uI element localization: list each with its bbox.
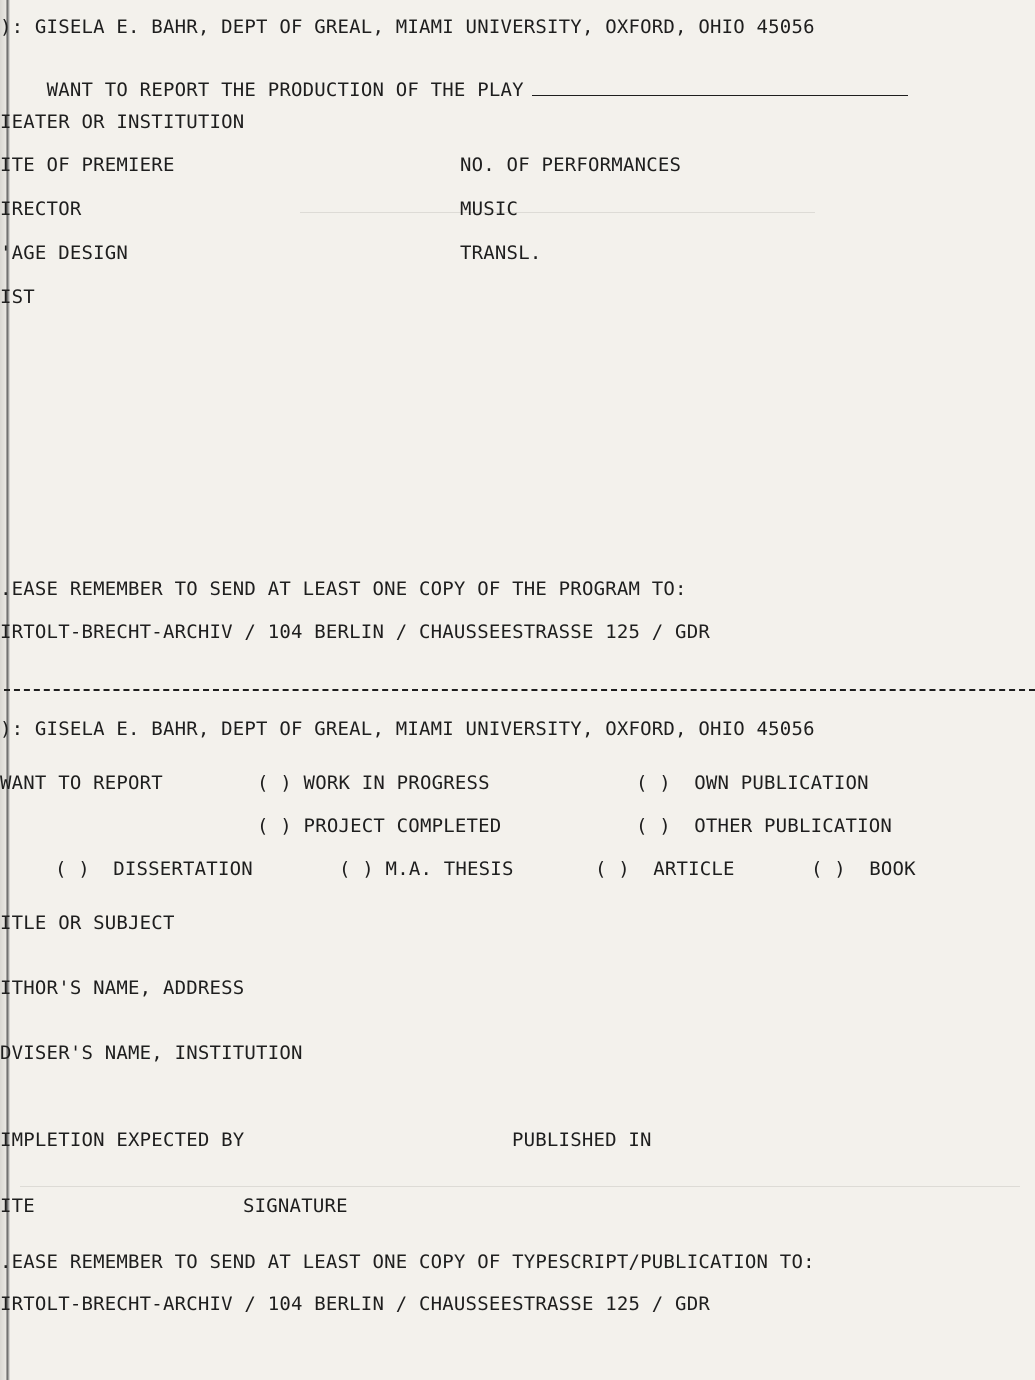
report-play-label: WANT TO REPORT THE PRODUCTION OF THE PLAY: [46, 79, 524, 101]
cut-line: [4, 689, 1035, 691]
director-label: IRECTOR: [0, 198, 82, 220]
theater-label: IEATER OR INSTITUTION: [0, 111, 245, 133]
checkbox-other-publication[interactable]: ( ) OTHER PUBLICATION: [636, 815, 893, 837]
archive-address: IRTOLT-BRECHT-ARCHIV / 104 BERLIN / CHAUSSEESTRASSE 125 / GDR: [0, 621, 710, 643]
adviser-label: DVISER'S NAME, INSTITUTION: [0, 1042, 303, 1064]
want-report-label: WANT TO REPORT: [0, 772, 163, 794]
stage-design-label: 'AGE DESIGN: [0, 242, 129, 264]
bleed-through-rule: [20, 1186, 1020, 1187]
date-label: ITE: [0, 1195, 35, 1217]
checkbox-ma-thesis[interactable]: ( ) M.A. THESIS: [339, 858, 514, 880]
cast-label: IST: [0, 286, 35, 308]
title-subject-label: ITLE OR SUBJECT: [0, 912, 175, 934]
checkbox-book[interactable]: ( ) BOOK: [811, 858, 916, 880]
checkbox-work-in-progress[interactable]: ( ) WORK IN PROGRESS: [257, 772, 490, 794]
typescript-reminder: .EASE REMEMBER TO SEND AT LEAST ONE COPY OF TYPESCRIPT/PUBLICATION TO:: [0, 1251, 815, 1273]
published-in-label: PUBLISHED IN: [512, 1129, 652, 1151]
checkbox-dissertation[interactable]: ( ) DISSERTATION: [55, 858, 253, 880]
music-label: MUSIC: [460, 198, 519, 220]
program-reminder: .EASE REMEMBER TO SEND AT LEAST ONE COPY OF THE PROGRAM TO:: [0, 578, 687, 600]
recipient-line: ): GISELA E. BAHR, DEPT OF GREAL, MIAMI UNIVERSITY, OXFORD, OHIO 45056: [0, 16, 815, 38]
signature-label: SIGNATURE: [243, 1195, 348, 1217]
performances-label: NO. OF PERFORMANCES: [460, 154, 682, 176]
recipient-line: ): GISELA E. BAHR, DEPT OF GREAL, MIAMI UNIVERSITY, OXFORD, OHIO 45056: [0, 718, 815, 740]
author-label: ITHOR'S NAME, ADDRESS: [0, 977, 245, 999]
premiere-label: ITE OF PREMIERE: [0, 154, 175, 176]
bleed-through-rule: [300, 212, 815, 213]
play-title-blank[interactable]: [532, 81, 908, 96]
translation-label: TRANSL.: [460, 242, 542, 264]
checkbox-project-completed[interactable]: ( ) PROJECT COMPLETED: [257, 815, 502, 837]
checkbox-article[interactable]: ( ) ARTICLE: [595, 858, 735, 880]
completion-label: IMPLETION EXPECTED BY: [0, 1129, 245, 1151]
archive-address: IRTOLT-BRECHT-ARCHIV / 104 BERLIN / CHAUSSEESTRASSE 125 / GDR: [0, 1293, 710, 1315]
checkbox-own-publication[interactable]: ( ) OWN PUBLICATION: [636, 772, 869, 794]
